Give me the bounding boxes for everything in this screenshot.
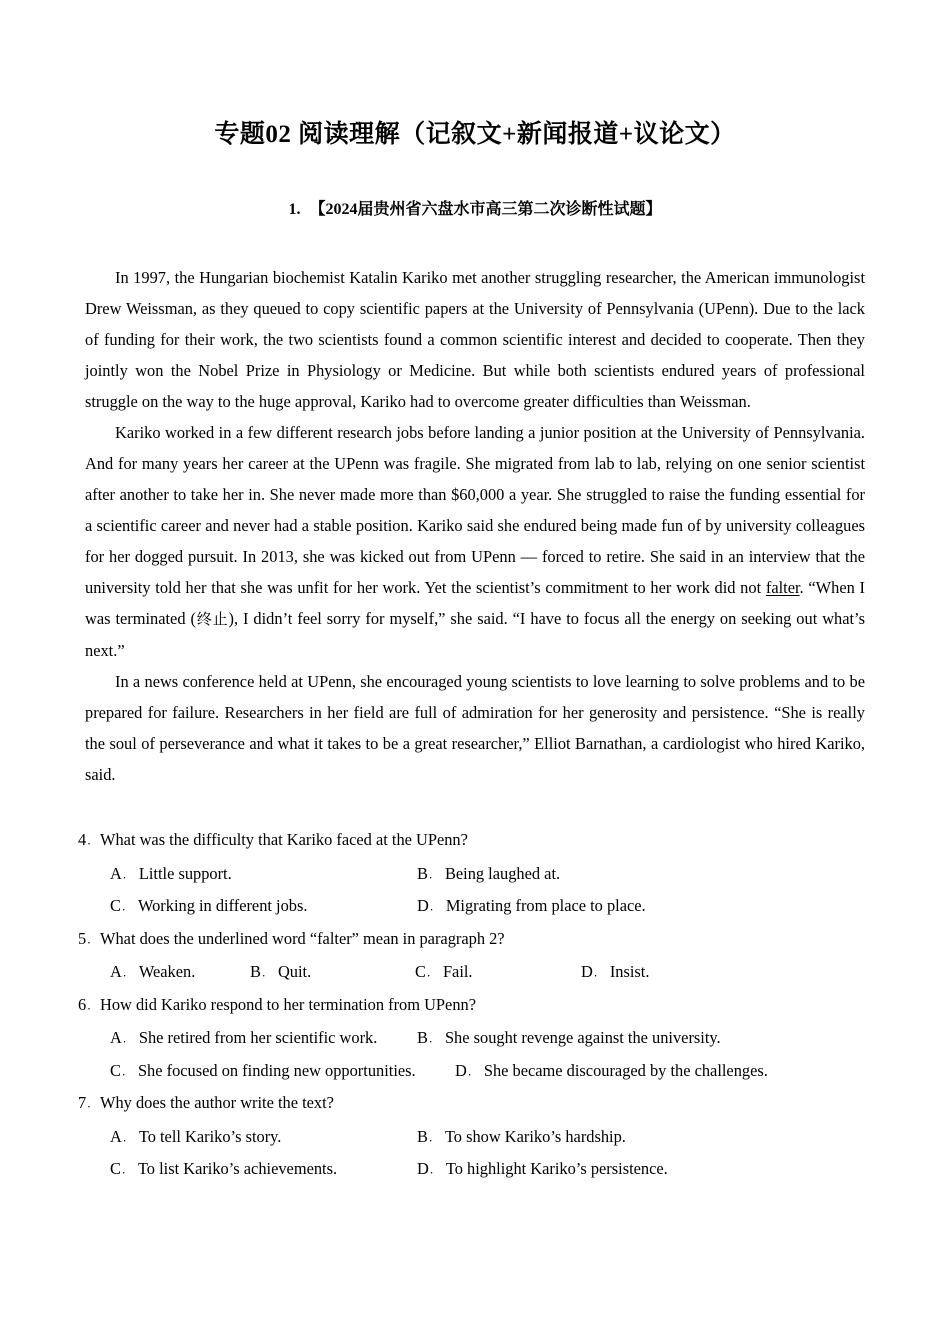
question-5-text: What does the underlined word “falter” mean in paragraph 2? bbox=[100, 928, 505, 948]
question-6-options-row-1 bbox=[78, 1022, 878, 1055]
paragraph-2-part-1: Kariko worked in a few different research jobs before landing a junior position at the University of Pennsylvania. And for many years her career at the UPenn was fragile. She migrated from lab to lab, relying on one senior scientist after another to take her in. She never made more than $60,000 a year. She struggled to raise the funding essential for a scientific career and never had a stable position. Kariko said she endured being made fun of by university colleagues for her dogged pursuit. In 2013, she was kicked out from UPenn — forced to retire. She said in an interview that the university told her that she was unfit for her work. Yet the scientist’s commitment to her work did not bbox=[85, 423, 865, 597]
question-7-option-d[interactable]: D． To highlight Kariko’s persistence. bbox=[417, 1159, 668, 1178]
question-5-option-b[interactable]: B． Quit. bbox=[250, 962, 312, 981]
question-6-option-b[interactable]: B． She sought revenge against the university. bbox=[417, 1028, 721, 1047]
question-6-stem bbox=[78, 989, 878, 1023]
page-title: 专题02 阅读理解（记叙文+新闻报道+议论文） bbox=[214, 121, 736, 148]
question-number-dot: ． bbox=[87, 1097, 99, 1110]
question-6-options-row-2 bbox=[78, 1055, 878, 1088]
question-7 bbox=[78, 1087, 878, 1186]
question-number-dot: ． bbox=[87, 834, 99, 847]
question-6-option-c[interactable]: C． She focused on finding new opportunities. bbox=[110, 1060, 416, 1080]
question-5-option-a[interactable]: A． Weaken. bbox=[110, 962, 196, 981]
question-4-text: What was the difficulty that Kariko faced at the UPenn? bbox=[100, 830, 468, 849]
question-6-option-a[interactable]: A． She retired from her scientific work. bbox=[110, 1028, 378, 1047]
question-4-option-c[interactable]: C． Working in different jobs. bbox=[110, 896, 308, 915]
question-5-options-row-1 bbox=[78, 956, 878, 989]
paragraph-2-part-3: ), I didn’t feel sorry for myself,” she said. “I have to focus all the energy on seeking out what’s next.” bbox=[85, 609, 865, 660]
question-7-number: 7． bbox=[78, 1093, 99, 1112]
question-6-text: How did Kariko respond to her termination from UPenn? bbox=[100, 994, 476, 1014]
source-heading-text: 【2024届贵州省六盘水市高三第二次诊断性试题】 bbox=[309, 201, 662, 218]
question-4-option-a[interactable]: A． Little support. bbox=[110, 863, 232, 883]
question-7-options-row-1 bbox=[78, 1121, 878, 1154]
question-5-option-c[interactable]: C． Fail. bbox=[415, 962, 473, 981]
source-heading bbox=[0, 198, 950, 222]
paragraph-2-part-2: . “When I was terminated ( bbox=[85, 578, 865, 628]
chinese-gloss: 终止 bbox=[195, 610, 229, 628]
question-6-option-d[interactable]: D． She became discouraged by the challenges. bbox=[455, 1060, 768, 1080]
question-5-option-d[interactable]: D． Insist. bbox=[581, 962, 650, 981]
question-7-option-c[interactable]: C． To list Kariko’s achievements. bbox=[110, 1159, 338, 1178]
question-5-stem bbox=[78, 923, 878, 957]
question-4-option-d[interactable]: D． Migrating from place to place. bbox=[417, 896, 646, 915]
question-6 bbox=[78, 989, 878, 1088]
passage-paragraph-1: In 1997, the Hungarian biochemist Katalin Kariko met another struggling researcher, the American immunologist Drew Weissman, as they queued to copy scientific papers at the University of Pennsylvania (UPenn). Due to the lack of funding for their work, the two scientists found a common scientific interest and decided to cooperate. Then they jointly won the Nobel Prize in Physiology or Medicine. But while both scientists endured years of professional struggle on the way to the huge approval, Kariko had to overcome greater difficulties than Weissman. bbox=[85, 268, 865, 411]
question-7-text: Why does the author write the text? bbox=[100, 1093, 334, 1112]
source-number: 1. bbox=[288, 201, 301, 218]
question-4-options-row-1 bbox=[78, 858, 878, 891]
reading-passage bbox=[85, 262, 865, 790]
question-7-option-b[interactable]: B． To show Kariko’s hardship. bbox=[417, 1126, 626, 1146]
passage-paragraph-2 bbox=[85, 417, 865, 666]
question-4-stem bbox=[78, 824, 878, 858]
question-4-options-row-2 bbox=[78, 890, 878, 923]
passage-paragraph-3: In a news conference held at UPenn, she encouraged young scientists to love learning to solve problems and to be prepared for failure. Researchers in her field are full of admiration for her generosity and persistence. “She is really the soul of perseverance and what it takes to be a great researcher,” Elliot Barnathan, a cardiologist who hired Kariko, said. bbox=[85, 672, 865, 784]
question-7-options-row-2 bbox=[78, 1153, 878, 1186]
question-4-number: 4． bbox=[78, 830, 99, 849]
question-list bbox=[78, 824, 878, 1186]
question-number-dot: ． bbox=[87, 998, 99, 1012]
question-5 bbox=[78, 923, 878, 989]
question-4-option-b[interactable]: B． Being laughed at. bbox=[417, 863, 561, 883]
question-6-number: 6． bbox=[78, 994, 99, 1014]
question-7-stem bbox=[78, 1087, 878, 1121]
underlined-word-falter: falter bbox=[765, 578, 800, 597]
question-7-option-a[interactable]: A． To tell Kariko’s story. bbox=[110, 1126, 282, 1146]
question-5-number: 5． bbox=[78, 928, 99, 948]
question-number-dot: ． bbox=[87, 932, 99, 946]
question-4 bbox=[78, 824, 878, 923]
